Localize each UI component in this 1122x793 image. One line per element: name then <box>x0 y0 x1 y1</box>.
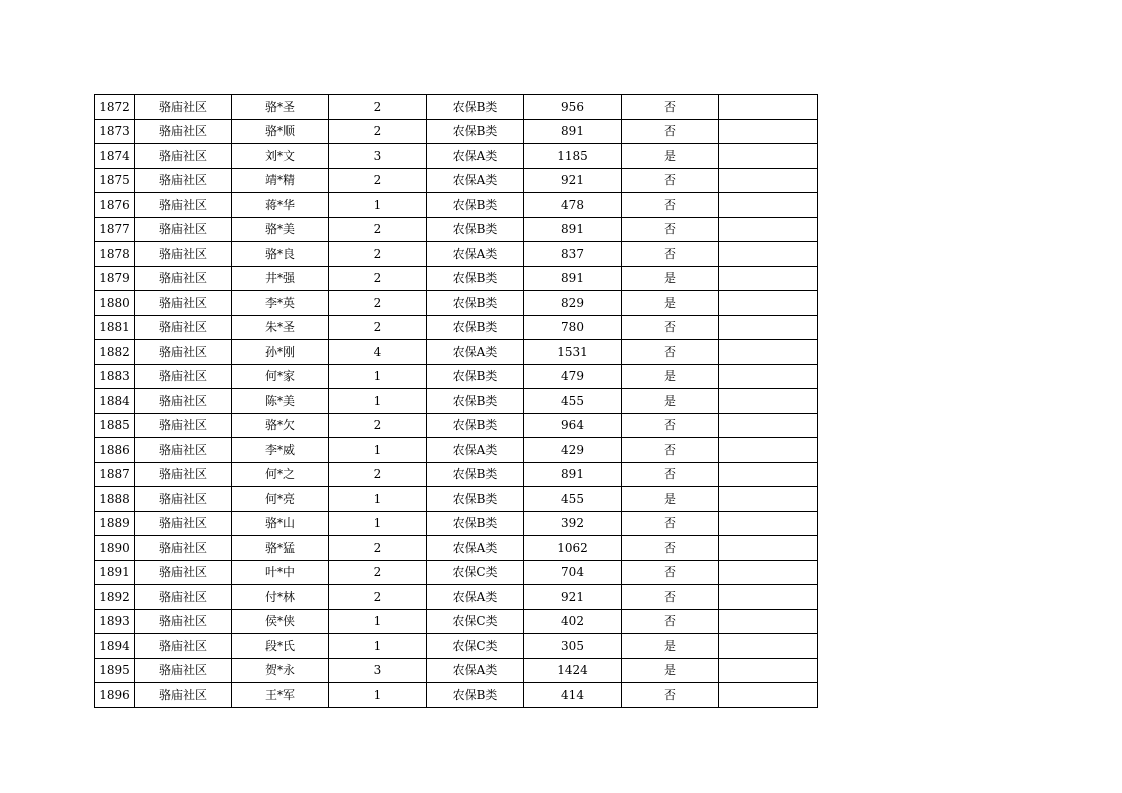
community-cell: 骆庙社区 <box>135 144 232 169</box>
name-cell: 朱*圣 <box>232 315 329 340</box>
name-cell: 何*之 <box>232 462 329 487</box>
insurance-type-cell: 农保B类 <box>427 683 524 708</box>
flag-cell: 是 <box>622 144 719 169</box>
name-cell: 骆*猛 <box>232 536 329 561</box>
household-count-cell: 4 <box>329 340 427 365</box>
amount-cell: 921 <box>524 585 622 610</box>
insurance-type-cell: 农保C类 <box>427 609 524 634</box>
insurance-type-cell: 农保B类 <box>427 462 524 487</box>
record-table-body <box>95 95 818 708</box>
flag-cell: 否 <box>622 560 719 585</box>
table-row <box>95 242 818 267</box>
household-count-cell: 2 <box>329 585 427 610</box>
community-cell: 骆庙社区 <box>135 585 232 610</box>
insurance-type-cell: 农保B类 <box>427 315 524 340</box>
amount-cell: 305 <box>524 634 622 659</box>
community-cell: 骆庙社区 <box>135 560 232 585</box>
community-cell: 骆庙社区 <box>135 340 232 365</box>
community-cell: 骆庙社区 <box>135 511 232 536</box>
household-count-cell: 1 <box>329 683 427 708</box>
insurance-type-cell: 农保A类 <box>427 340 524 365</box>
amount-cell: 780 <box>524 315 622 340</box>
community-cell: 骆庙社区 <box>135 242 232 267</box>
insurance-type-cell: 农保C类 <box>427 560 524 585</box>
name-cell: 刘*文 <box>232 144 329 169</box>
household-count-cell: 2 <box>329 242 427 267</box>
amount-cell: 478 <box>524 193 622 218</box>
insurance-type-cell: 农保B类 <box>427 217 524 242</box>
remarks-cell <box>719 560 818 585</box>
remarks-cell <box>719 413 818 438</box>
flag-cell: 否 <box>622 438 719 463</box>
community-cell: 骆庙社区 <box>135 291 232 316</box>
community-cell: 骆庙社区 <box>135 168 232 193</box>
table-row <box>95 364 818 389</box>
flag-cell: 否 <box>622 168 719 193</box>
flag-cell: 是 <box>622 487 719 512</box>
amount-cell: 429 <box>524 438 622 463</box>
row-number-cell: 1873 <box>95 119 135 144</box>
remarks-cell <box>719 144 818 169</box>
insurance-type-cell: 农保B类 <box>427 364 524 389</box>
flag-cell: 是 <box>622 291 719 316</box>
household-count-cell: 1 <box>329 193 427 218</box>
community-cell: 骆庙社区 <box>135 487 232 512</box>
table-row <box>95 585 818 610</box>
community-cell: 骆庙社区 <box>135 536 232 561</box>
flag-cell: 否 <box>622 683 719 708</box>
table-row <box>95 511 818 536</box>
name-cell: 孙*刚 <box>232 340 329 365</box>
table-row <box>95 438 818 463</box>
flag-cell: 否 <box>622 315 719 340</box>
name-cell: 侯*侠 <box>232 609 329 634</box>
remarks-cell <box>719 585 818 610</box>
community-cell: 骆庙社区 <box>135 462 232 487</box>
remarks-cell <box>719 315 818 340</box>
household-count-cell: 2 <box>329 168 427 193</box>
table-row <box>95 413 818 438</box>
name-cell: 段*氏 <box>232 634 329 659</box>
household-count-cell: 3 <box>329 658 427 683</box>
table-row <box>95 658 818 683</box>
flag-cell: 是 <box>622 634 719 659</box>
remarks-cell <box>719 291 818 316</box>
name-cell: 王*军 <box>232 683 329 708</box>
insurance-type-cell: 农保B类 <box>427 389 524 414</box>
name-cell: 骆*山 <box>232 511 329 536</box>
flag-cell: 否 <box>622 193 719 218</box>
flag-cell: 是 <box>622 266 719 291</box>
insurance-type-cell: 农保B类 <box>427 193 524 218</box>
household-count-cell: 2 <box>329 119 427 144</box>
record-table <box>94 94 818 708</box>
row-number-cell: 1883 <box>95 364 135 389</box>
amount-cell: 891 <box>524 462 622 487</box>
row-number-cell: 1885 <box>95 413 135 438</box>
flag-cell: 否 <box>622 609 719 634</box>
table-row <box>95 487 818 512</box>
household-count-cell: 2 <box>329 536 427 561</box>
table-row <box>95 634 818 659</box>
amount-cell: 1424 <box>524 658 622 683</box>
remarks-cell <box>719 609 818 634</box>
community-cell: 骆庙社区 <box>135 95 232 120</box>
community-cell: 骆庙社区 <box>135 119 232 144</box>
household-count-cell: 1 <box>329 634 427 659</box>
amount-cell: 964 <box>524 413 622 438</box>
household-count-cell: 1 <box>329 609 427 634</box>
insurance-type-cell: 农保A类 <box>427 168 524 193</box>
row-number-cell: 1893 <box>95 609 135 634</box>
row-number-cell: 1895 <box>95 658 135 683</box>
household-count-cell: 1 <box>329 364 427 389</box>
remarks-cell <box>719 340 818 365</box>
name-cell: 贺*永 <box>232 658 329 683</box>
table-row <box>95 462 818 487</box>
household-count-cell: 1 <box>329 438 427 463</box>
remarks-cell <box>719 168 818 193</box>
row-number-cell: 1879 <box>95 266 135 291</box>
row-number-cell: 1874 <box>95 144 135 169</box>
name-cell: 骆*圣 <box>232 95 329 120</box>
insurance-type-cell: 农保C类 <box>427 634 524 659</box>
row-number-cell: 1876 <box>95 193 135 218</box>
row-number-cell: 1881 <box>95 315 135 340</box>
amount-cell: 479 <box>524 364 622 389</box>
insurance-type-cell: 农保B类 <box>427 511 524 536</box>
insurance-type-cell: 农保B类 <box>427 291 524 316</box>
table-row <box>95 168 818 193</box>
insurance-type-cell: 农保B类 <box>427 487 524 512</box>
amount-cell: 891 <box>524 217 622 242</box>
flag-cell: 否 <box>622 242 719 267</box>
insurance-type-cell: 农保A类 <box>427 144 524 169</box>
household-count-cell: 2 <box>329 560 427 585</box>
name-cell: 李*英 <box>232 291 329 316</box>
community-cell: 骆庙社区 <box>135 634 232 659</box>
insurance-type-cell: 农保B类 <box>427 266 524 291</box>
name-cell: 骆*美 <box>232 217 329 242</box>
remarks-cell <box>719 511 818 536</box>
row-number-cell: 1872 <box>95 95 135 120</box>
name-cell: 何*亮 <box>232 487 329 512</box>
community-cell: 骆庙社区 <box>135 315 232 340</box>
flag-cell: 否 <box>622 95 719 120</box>
row-number-cell: 1892 <box>95 585 135 610</box>
household-count-cell: 1 <box>329 389 427 414</box>
table-row <box>95 144 818 169</box>
flag-cell: 否 <box>622 119 719 144</box>
community-cell: 骆庙社区 <box>135 438 232 463</box>
row-number-cell: 1882 <box>95 340 135 365</box>
insurance-type-cell: 农保A类 <box>427 536 524 561</box>
amount-cell: 891 <box>524 266 622 291</box>
remarks-cell <box>719 462 818 487</box>
household-count-cell: 2 <box>329 315 427 340</box>
amount-cell: 1185 <box>524 144 622 169</box>
flag-cell: 否 <box>622 340 719 365</box>
remarks-cell <box>719 487 818 512</box>
insurance-type-cell: 农保A类 <box>427 242 524 267</box>
name-cell: 骆*顺 <box>232 119 329 144</box>
community-cell: 骆庙社区 <box>135 658 232 683</box>
amount-cell: 891 <box>524 119 622 144</box>
remarks-cell <box>719 683 818 708</box>
table-row <box>95 315 818 340</box>
flag-cell: 否 <box>622 585 719 610</box>
name-cell: 骆*欠 <box>232 413 329 438</box>
row-number-cell: 1891 <box>95 560 135 585</box>
flag-cell: 是 <box>622 658 719 683</box>
amount-cell: 455 <box>524 389 622 414</box>
insurance-type-cell: 农保B类 <box>427 95 524 120</box>
community-cell: 骆庙社区 <box>135 266 232 291</box>
row-number-cell: 1889 <box>95 511 135 536</box>
flag-cell: 否 <box>622 536 719 561</box>
remarks-cell <box>719 364 818 389</box>
remarks-cell <box>719 438 818 463</box>
amount-cell: 1062 <box>524 536 622 561</box>
row-number-cell: 1880 <box>95 291 135 316</box>
household-count-cell: 2 <box>329 413 427 438</box>
row-number-cell: 1894 <box>95 634 135 659</box>
name-cell: 李*威 <box>232 438 329 463</box>
remarks-cell <box>719 266 818 291</box>
name-cell: 骆*良 <box>232 242 329 267</box>
flag-cell: 是 <box>622 364 719 389</box>
community-cell: 骆庙社区 <box>135 217 232 242</box>
table-row <box>95 119 818 144</box>
remarks-cell <box>719 95 818 120</box>
insurance-type-cell: 农保B类 <box>427 413 524 438</box>
household-count-cell: 2 <box>329 266 427 291</box>
community-cell: 骆庙社区 <box>135 389 232 414</box>
household-count-cell: 2 <box>329 95 427 120</box>
amount-cell: 956 <box>524 95 622 120</box>
remarks-cell <box>719 658 818 683</box>
row-number-cell: 1890 <box>95 536 135 561</box>
household-count-cell: 2 <box>329 217 427 242</box>
insurance-type-cell: 农保A类 <box>427 585 524 610</box>
row-number-cell: 1877 <box>95 217 135 242</box>
table-row <box>95 217 818 242</box>
remarks-cell <box>719 389 818 414</box>
remarks-cell <box>719 119 818 144</box>
amount-cell: 837 <box>524 242 622 267</box>
row-number-cell: 1896 <box>95 683 135 708</box>
insurance-type-cell: 农保A类 <box>427 438 524 463</box>
row-number-cell: 1886 <box>95 438 135 463</box>
table-row <box>95 560 818 585</box>
row-number-cell: 1888 <box>95 487 135 512</box>
table-row <box>95 609 818 634</box>
flag-cell: 是 <box>622 389 719 414</box>
table-row <box>95 193 818 218</box>
row-number-cell: 1875 <box>95 168 135 193</box>
name-cell: 井*强 <box>232 266 329 291</box>
name-cell: 何*家 <box>232 364 329 389</box>
community-cell: 骆庙社区 <box>135 609 232 634</box>
amount-cell: 455 <box>524 487 622 512</box>
remarks-cell <box>719 634 818 659</box>
community-cell: 骆庙社区 <box>135 683 232 708</box>
community-cell: 骆庙社区 <box>135 413 232 438</box>
amount-cell: 402 <box>524 609 622 634</box>
row-number-cell: 1884 <box>95 389 135 414</box>
insurance-type-cell: 农保A类 <box>427 658 524 683</box>
amount-cell: 392 <box>524 511 622 536</box>
remarks-cell <box>719 242 818 267</box>
table-row <box>95 683 818 708</box>
amount-cell: 829 <box>524 291 622 316</box>
insurance-type-cell: 农保B类 <box>427 119 524 144</box>
flag-cell: 否 <box>622 462 719 487</box>
row-number-cell: 1878 <box>95 242 135 267</box>
amount-cell: 704 <box>524 560 622 585</box>
household-count-cell: 1 <box>329 487 427 512</box>
table-row <box>95 266 818 291</box>
community-cell: 骆庙社区 <box>135 193 232 218</box>
name-cell: 靖*精 <box>232 168 329 193</box>
table-row <box>95 291 818 316</box>
household-count-cell: 2 <box>329 462 427 487</box>
name-cell: 付*林 <box>232 585 329 610</box>
remarks-cell <box>719 193 818 218</box>
household-count-cell: 3 <box>329 144 427 169</box>
flag-cell: 否 <box>622 511 719 536</box>
flag-cell: 否 <box>622 413 719 438</box>
amount-cell: 414 <box>524 683 622 708</box>
household-count-cell: 2 <box>329 291 427 316</box>
table-row <box>95 536 818 561</box>
name-cell: 蒋*华 <box>232 193 329 218</box>
household-count-cell: 1 <box>329 511 427 536</box>
amount-cell: 1531 <box>524 340 622 365</box>
table-row <box>95 340 818 365</box>
community-cell: 骆庙社区 <box>135 364 232 389</box>
name-cell: 陈*美 <box>232 389 329 414</box>
remarks-cell <box>719 217 818 242</box>
row-number-cell: 1887 <box>95 462 135 487</box>
name-cell: 叶*中 <box>232 560 329 585</box>
amount-cell: 921 <box>524 168 622 193</box>
table-row <box>95 95 818 120</box>
table-row <box>95 389 818 414</box>
remarks-cell <box>719 536 818 561</box>
flag-cell: 否 <box>622 217 719 242</box>
